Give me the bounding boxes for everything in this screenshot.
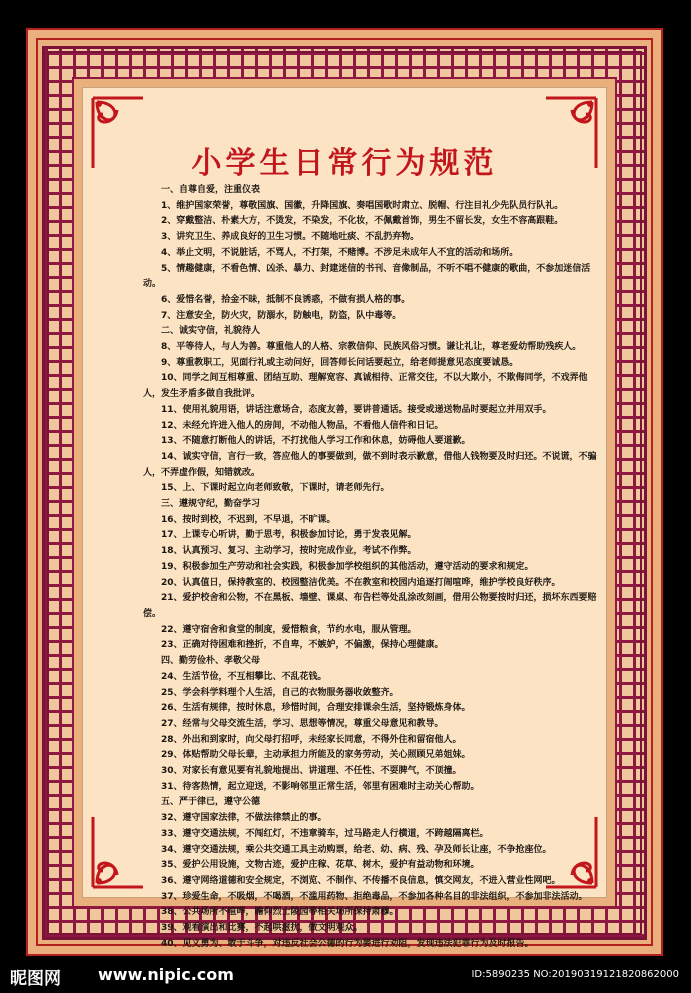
rule-item: 五、严于律已，遵守公德 — [161, 797, 261, 808]
rule-item: 31、待客热情，起立迎送，不影响邻里正常生活，邻里有困难时主动关心帮助。 — [161, 781, 480, 792]
rule-item: 二、诚实守信，礼貌待人 — [161, 326, 261, 337]
watermark-brand: 昵图网 — [10, 969, 61, 989]
rule-item: 9、尊重教职工，见面行礼或主动问好，回答师长问话要起立，给老师提意见态度要诚恳。 — [161, 357, 519, 368]
watermark-bar — [0, 958, 691, 993]
rule-item: 20、认真值日，保持教室的、校园整洁优美。不在教室和校园内追逐打闹喧哗，维护学校良好秩序。 — [161, 577, 561, 588]
rule-item: 36、遵守网络道德和安全规定，不浏览、不制作、不传播不良信息，慎交网友，不进入营业性网吧。 — [161, 875, 561, 886]
rule-item: 3、讲究卫生、养成良好的卫生习惯。不随地吐痰、不乱扔弃物。 — [161, 232, 420, 243]
rule-item: 30、对家长有意见要有礼貌地提出、讲道理、不任性、不耍脾气，不顶撞。 — [161, 766, 462, 777]
watermark-id: ID:5890235 NO:20190319121820862000 — [471, 969, 679, 980]
rule-item: 17、上课专心听讲，勤于思考，积极参加讨论，勇于发表见解。 — [161, 530, 417, 541]
rule-item: 32、遵守国家法律，不做法律禁止的事。 — [161, 813, 327, 824]
rule-item: 23、正确对待困难和挫折，不自卑，不嫉妒，不偏激，保持心理健康。 — [161, 640, 444, 651]
rules-list — [143, 183, 603, 952]
rule-item: 6、爱惜名誉，拾金不昧，抵制不良诱惑，不做有损人格的事。 — [161, 294, 411, 305]
rule-item: 8、平等待人，与人为善。尊重他人的人格、宗教信仰、民族风俗习惯。谦让礼让，尊老爱幼帮助残疾人。 — [161, 342, 582, 353]
rule-item: 35、爱护公用设施，文物古迹，爱护庄稼、花草、树木，爱护有益动物和环境。 — [161, 860, 480, 871]
rule-item: 7、注意安全，防火灾，防溺水，防触电，防盗，队中毒等。 — [161, 310, 402, 321]
rule-item: 2、穿戴整洁、朴素大方，不烫发，不染发，不化妆，不佩戴首饰，男生不留长发，女生不容高跟鞋。 — [161, 216, 564, 227]
rule-item: 19、积极参加生产劳动和社会实践，积极参加学校组织的其他活动，遵守活动的要求和规定。 — [161, 561, 534, 572]
rule-item: 13、不随意打断他人的讲话，不打扰他人学习工作和休息，妨碍他人要道歉。 — [161, 436, 471, 447]
rule-item: 12、未经允许进入他人的房间，不动他人物品，不看他人信件和日记。 — [161, 420, 444, 431]
rule-item: 39、观看演出和比赛，不起哄滋扰，做文明观众。 — [161, 923, 363, 934]
rule-item: 26、生活有规律，按时休息，珍惜时间，合理安排课余生活，坚持锻炼身体。 — [161, 703, 471, 714]
rule-item: 22、遵守宿舍和食堂的制度，爱惜粮食，节约水电，服从管理。 — [161, 624, 417, 635]
rule-item: 25、学会科学料理个人生活，自己的衣物服务器收敛整齐。 — [161, 687, 399, 698]
rule-item: 10、同学之间互相尊重、团结互助、理解宽容、真诚相待、正常交往，不以大欺小，不欺侮同学，不戏弄他人，发生矛盾多做自我批评。 — [143, 373, 588, 400]
rule-item: 11、使用礼貌用语，讲话注意场合，态度友善，要讲普通话。接受或递送物品时要起立并用双手。 — [161, 404, 552, 415]
rule-item: 三、遵规守纪，勤奋学习 — [161, 499, 261, 510]
rule-item: 29、体贴帮助父母长辈，主动承担力所能及的家务劳动，关心照顾兄弟姐妹。 — [161, 750, 471, 761]
content-panel — [82, 87, 607, 949]
rule-item: 18、认真预习、复习、主动学习，按时完成作业，考试不作弊。 — [161, 546, 417, 557]
rule-item: 28、外出和到家时，向父母打招呼，未经家长同意，不得外住和留宿他人。 — [161, 734, 462, 745]
rule-item: 一、自尊自爱，注重仪表 — [161, 185, 261, 195]
watermark-url: www.nipic.com — [98, 965, 234, 984]
rule-item: 24、生活节俭，不互相攀比、不乱花钱。 — [161, 671, 327, 682]
rule-item: 27、经常与父母交流生活，学习、思想等情况，尊重父母意见和教导。 — [161, 718, 444, 729]
rule-item: 5、情趣健康，不看色情、凶杀、暴力、封建迷信的书刊、音像制品，不听不唱不健康的歌曲，不参加迷信活动。 — [143, 263, 591, 290]
page-title: 小学生日常行为规范 — [191, 146, 498, 181]
rule-item: 33、遵守交通法规，不闯红灯，不违章骑车，过马路走人行横道，不跨越隔离栏。 — [161, 828, 489, 839]
rule-item: 38、公共场所不喧哗，瞻仰烈士陵园等相关场所保持肃穆。 — [161, 907, 399, 918]
rule-item: 37、珍爱生命，不吸烟，不喝酒，不滥用药物、拒绝毒品，不参加各种名目的非法组织，不参加非法活动。 — [161, 891, 588, 902]
inner-frame — [72, 77, 617, 949]
rule-item: 15、上、下课时起立向老师致敬，下课时，请老师先行。 — [161, 483, 390, 494]
corner-ornament-bottom-left — [87, 813, 147, 893]
rule-item: 4、举止文明，不说脏话，不骂人，不打架，不赌博。不涉足未成年人不宜的活动和场所。 — [161, 247, 519, 258]
outer-border — [26, 28, 663, 956]
rule-item: 16、按时到校，不迟到，不早退，不旷课。 — [161, 514, 336, 525]
rule-item: 1、维护国家荣誉，尊敬国旗、国徽，升降国旗、奏唱国歌时肃立、脱帽、行注目礼少先队员行队礼。 — [161, 200, 564, 211]
rule-item: 34、遵守交通法规，乘公共交通工具主动购票，给老、幼、病、残、孕及师长让座，不争抢座位。 — [161, 844, 552, 855]
rule-item: 21、爱护校舍和公物，不在黑板、墙壁、课桌、布告栏等处乱涂改刻画，借用公物要按时归还，损坏东西要赔偿。 — [143, 593, 597, 619]
rule-item: 40、见义勇为、敢于斗争，对违反社会公德的行为要进行劝阻，发现违法犯罪行为及时报告。 — [161, 938, 534, 949]
rule-item: 四、勤劳俭朴、孝敬父母 — [161, 656, 261, 667]
rule-item: 14、诚实守信，言行一致，答应他人的事要做到，做不到时表示歉意，借他人钱物要及时归还。不说谎，不骗人，不弄虚作假，知错就改。 — [143, 451, 597, 478]
